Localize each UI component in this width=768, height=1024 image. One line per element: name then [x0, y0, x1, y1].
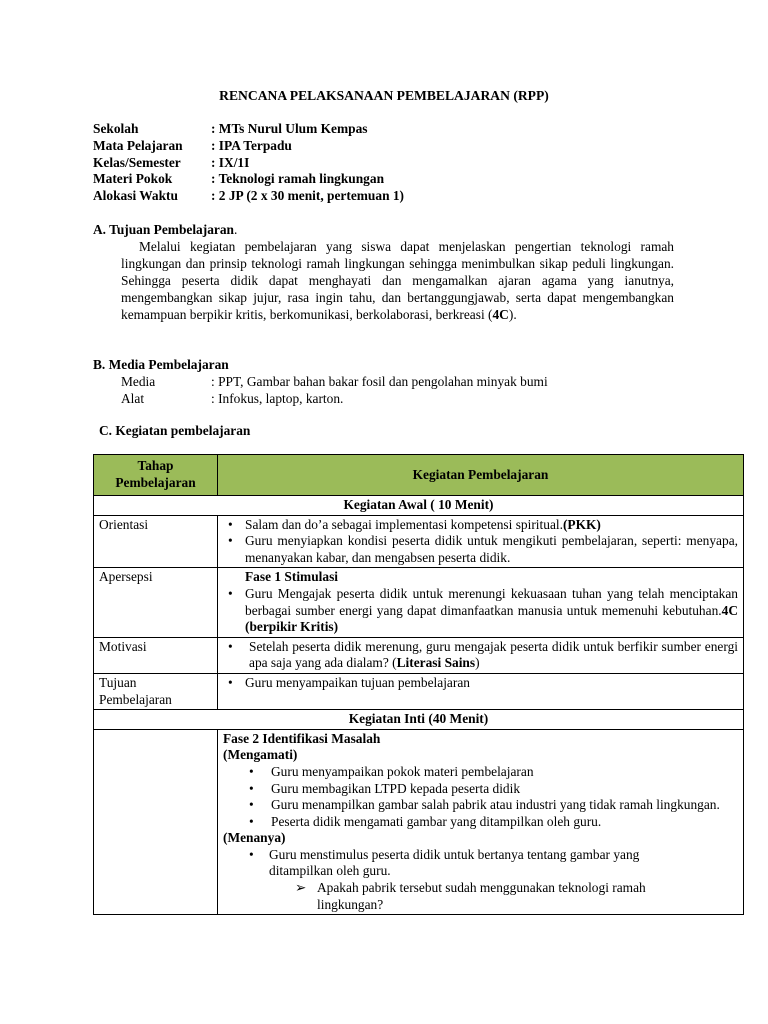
header-kegiatan: Kegiatan Pembelajaran: [218, 455, 744, 496]
list-item: • Guru menyampaikan tujuan pembelajaran: [228, 674, 470, 690]
info-row-alokasi: Alokasi Waktu : 2 JP (2 x 30 menit, pertemuan 1): [93, 188, 405, 204]
table-row-orientasi: [94, 515, 744, 568]
list-item: • Setelah peserta didik merenung, guru mengajak peserta didik untuk berfikir sumber energi apa saja yang ada dialam? (Literasi Sains): [228, 638, 738, 671]
table-row-tujuan: [94, 673, 744, 709]
section-b-heading: B. Media Pembelajaran: [93, 357, 229, 372]
stage-apersepsi: Apersepsi: [94, 568, 218, 637]
section-a-heading: A. Tujuan Pembelajaran.: [93, 222, 238, 237]
activities-table: [93, 454, 744, 915]
info-row-materi: Materi Pokok : Teknologi ramah lingkungan: [93, 171, 385, 187]
bullet-icon: •: [249, 763, 254, 779]
table-row-inti: [94, 729, 744, 915]
header-tahap: Tahap Pembelajaran: [94, 455, 218, 496]
bullet-icon: •: [228, 533, 233, 549]
stage-tujuan: Tujuan Pembelajaran: [94, 673, 218, 709]
alat-row: Alat : Infokus, laptop, karton.: [121, 391, 344, 406]
stage-inti: [94, 729, 218, 915]
section-c-heading: C. Kegiatan pembelajaran: [99, 423, 251, 438]
mengamati-heading: (Mengamati): [223, 747, 298, 763]
info-row-sekolah: Sekolah : MTs Nurul Ulum Kempas: [93, 121, 368, 136]
band-kegiatan-awal: Kegiatan Awal ( 10 Menit): [94, 496, 744, 516]
media-row: Media : PPT, Gambar bahan bakar fosil dan pengolahan minyak bumi: [121, 374, 548, 389]
table-header-row: [94, 455, 744, 496]
band-kegiatan-inti: Kegiatan Inti (40 Menit): [94, 710, 744, 730]
table-row-apersepsi: [94, 568, 744, 637]
list-item: • Guru menampilkan gambar salah pabrik atau industri yang tidak ramah lingkungan.: [249, 797, 720, 813]
bullet-icon: •: [249, 797, 254, 813]
list-item: ➢ Apakah pabrik tersebut sudah menggunakan teknologi ramah lingkungan?: [295, 880, 646, 912]
fase-2-heading: Fase 2 Identifikasi Masalah: [223, 730, 381, 746]
list-item: • Guru membagikan LTPD kepada peserta didik: [249, 780, 521, 796]
list-item: • Salam dan do’a sebagai implementasi kompetensi spiritual.(PKK): [228, 516, 601, 532]
fase-1-heading: Fase 1 Stimulasi: [245, 569, 338, 585]
bullet-icon: •: [228, 638, 233, 654]
list-item: • Guru Mengajak peserta didik untuk merenungi kekuasaan tuhan yang telah menciptakan berbagai sumber energi yang dapat dimanfaatkan manusia untuk memenuhi kebutuhan.4C (berpikir Kritis): [228, 585, 738, 635]
bullet-icon: •: [249, 846, 254, 862]
section-a-paragraph: Melalui kegiatan pembelajaran yang siswa dapat menjelaskan pengertian teknologi ramah lingkungan dan prinsip teknologi ramah lingkungan sehingga menimbulkan sikap peduli lingkungan. Sehingga peserta didik dapat menghayati dan mengamalkan ajaran agama yang ianutnya, mengembangkan sikap jujur, rasa ingin tahu, dan bertanggungjawab, serta dapat mengembangkan kemampuan berpikir kritis, berkomunikasi, berkolaborasi, berkreasi (4C).: [121, 239, 674, 322]
bullet-icon: •: [249, 813, 254, 829]
media-block: [121, 373, 548, 407]
stage-orientasi: Orientasi: [94, 515, 218, 568]
menanya-heading: (Menanya): [223, 830, 286, 846]
bullet-icon: •: [228, 516, 233, 532]
bullet-icon: •: [249, 780, 254, 796]
document-title: RENCANA PELAKSANAAN PEMBELAJARAN (RPP): [219, 88, 549, 103]
info-row-kelas: Kelas/Semester : IX/1I: [93, 154, 250, 170]
arrow-bullet-icon: ➢: [295, 880, 307, 896]
stage-motivasi: Motivasi: [94, 637, 218, 673]
table-row-motivasi: [94, 637, 744, 673]
info-row-mata-pelajaran: Mata Pelajaran : IPA Terpadu: [93, 137, 292, 153]
bullet-icon: •: [228, 585, 233, 601]
identity-block: [93, 121, 404, 205]
list-item: • Guru menstimulus peserta didik untuk bertanya tentang gambar yang ditampilkan oleh guru.: [249, 846, 640, 879]
list-item: • Guru menyiapkan kondisi peserta didik untuk mengikuti pembelajaran, seperti: menyapa, menanyakan kabar, dan mengabsen peserta didik.: [228, 533, 738, 565]
list-item: • Guru menyampaikan pokok materi pembelajaran: [249, 763, 534, 779]
bullet-icon: •: [228, 674, 233, 690]
list-item: • Peserta didik mengamati gambar yang ditampilkan oleh guru.: [249, 813, 602, 829]
